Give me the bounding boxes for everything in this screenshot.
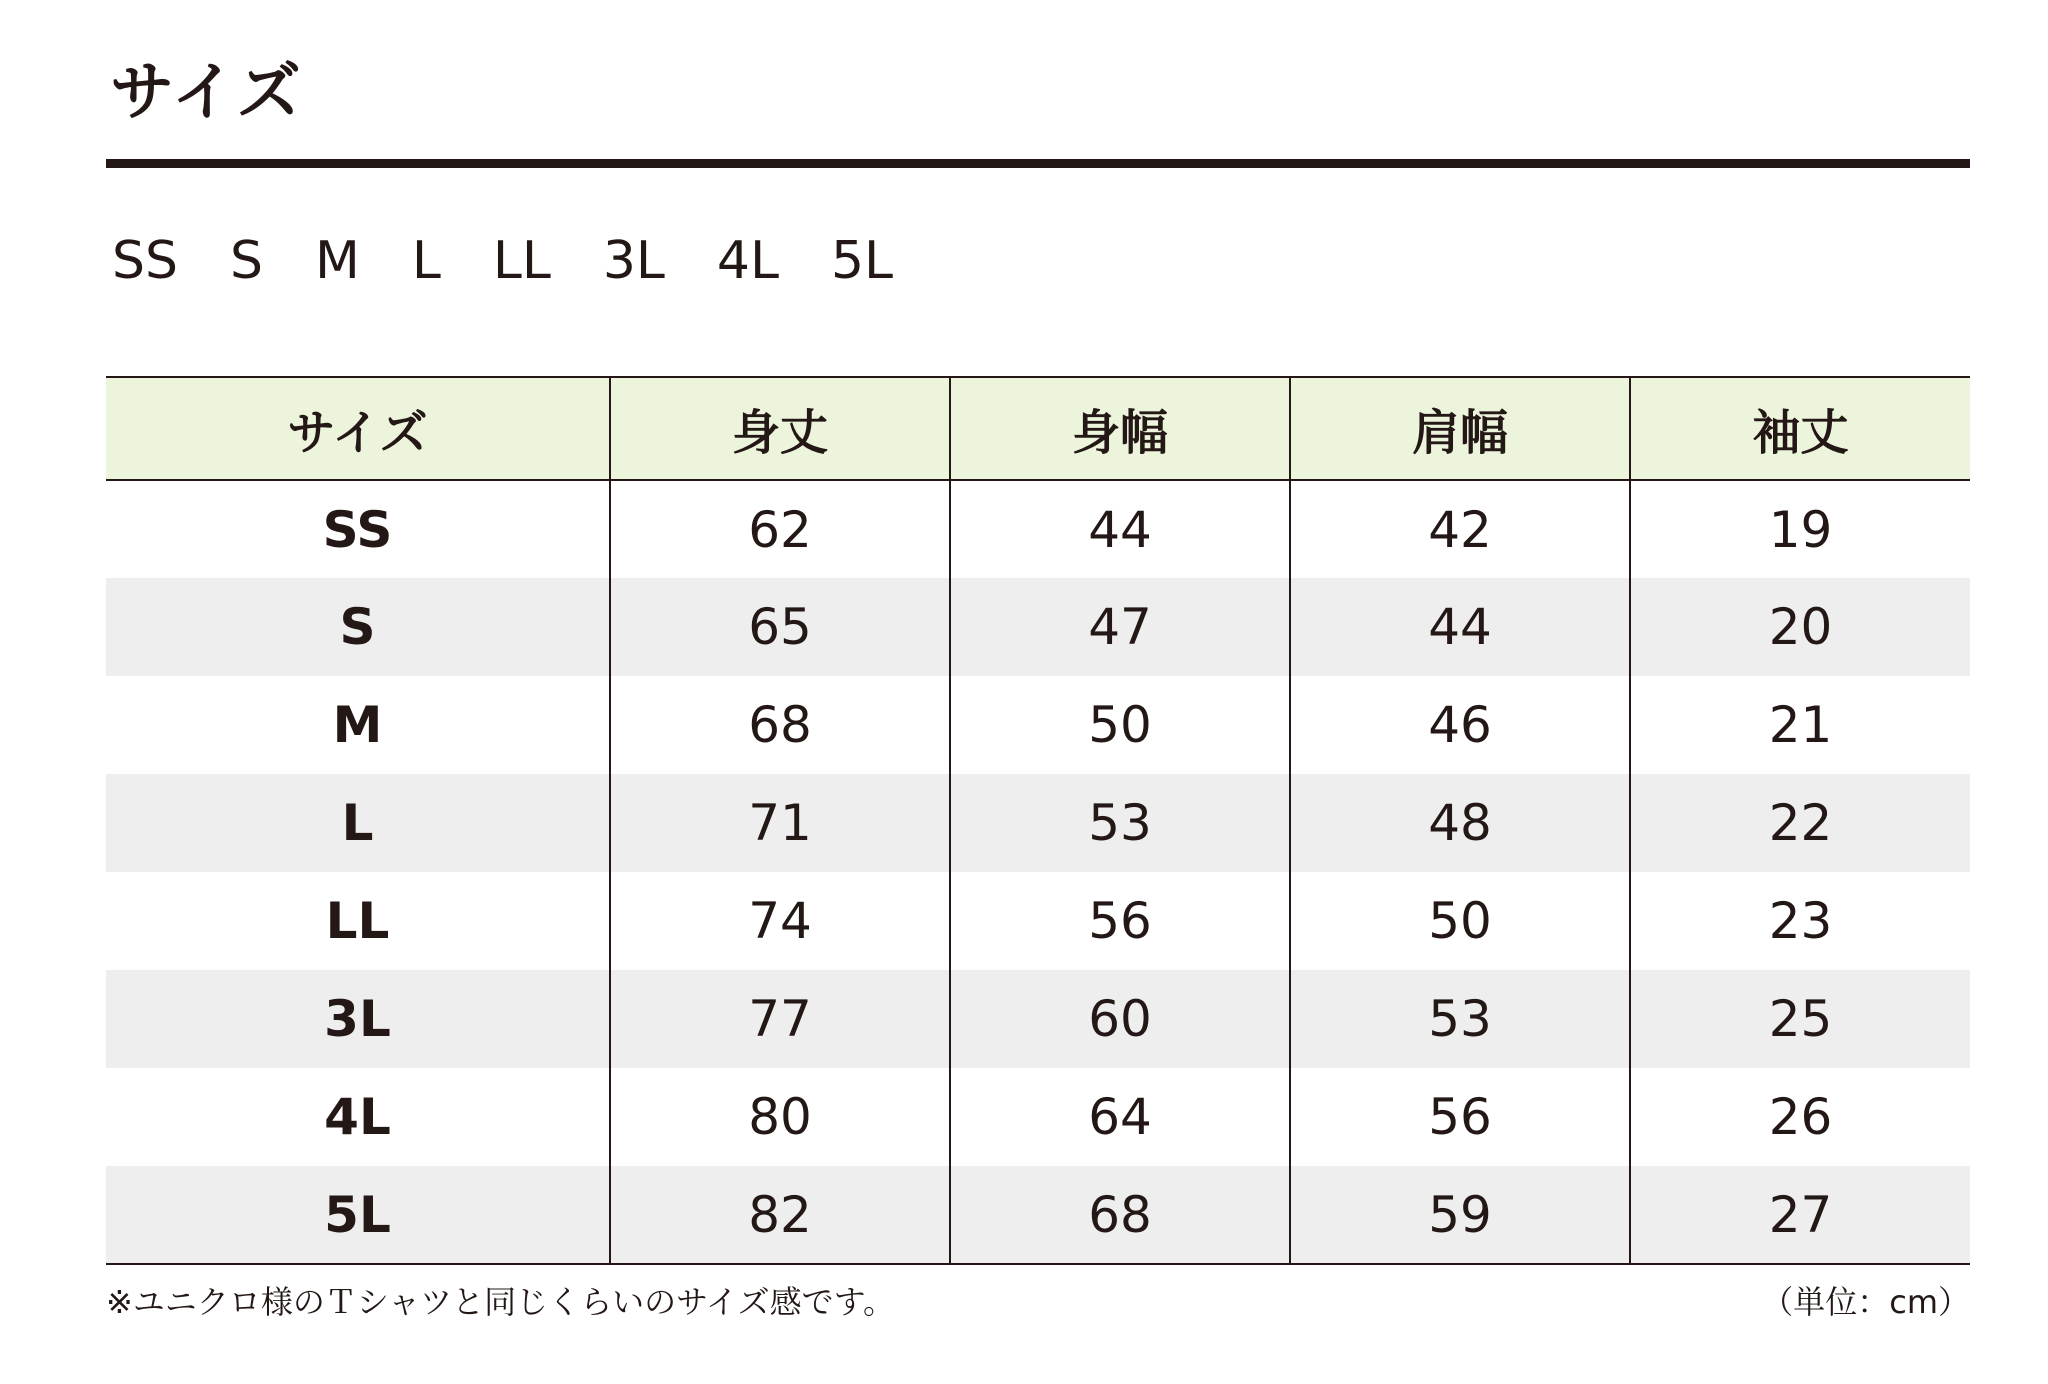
body-width-cell: 68 <box>950 1166 1290 1264</box>
sleeve-length-cell: 22 <box>1630 774 1970 872</box>
sleeve-length-cell: 19 <box>1630 480 1970 578</box>
sleeve-length-cell: 20 <box>1630 578 1970 676</box>
shoulder-width-cell: 46 <box>1290 676 1630 774</box>
sleeve-length-cell: 21 <box>1630 676 1970 774</box>
size-table <box>106 376 1970 1265</box>
size-list <box>112 226 945 296</box>
table-header <box>106 377 1970 480</box>
body-length-cell: 65 <box>610 578 950 676</box>
sleeve-length-cell: 23 <box>1630 872 1970 970</box>
header-shoulder-width: 肩幅 <box>1290 377 1630 480</box>
header-size: サイズ <box>106 377 610 480</box>
body-length-cell: 71 <box>610 774 950 872</box>
sleeve-length-cell: 25 <box>1630 970 1970 1068</box>
header-body-width: 身幅 <box>950 377 1290 480</box>
shoulder-width-cell: 44 <box>1290 578 1630 676</box>
shoulder-width-cell: 48 <box>1290 774 1630 872</box>
size-list-item: L <box>411 231 441 291</box>
sleeve-length-cell: 26 <box>1630 1068 1970 1166</box>
header-body-length: 身丈 <box>610 377 950 480</box>
page-title: サイズ <box>110 56 303 130</box>
shoulder-width-cell: 59 <box>1290 1166 1630 1264</box>
body-width-cell: 53 <box>950 774 1290 872</box>
body-length-cell: 80 <box>610 1068 950 1166</box>
table-row <box>106 970 1970 1068</box>
body-width-cell: 44 <box>950 480 1290 578</box>
table-row <box>106 1166 1970 1264</box>
size-cell: L <box>341 794 374 852</box>
table-row <box>106 1068 1970 1166</box>
body-length-cell: 62 <box>610 480 950 578</box>
body-length-cell: 77 <box>610 970 950 1068</box>
size-list-item: S <box>230 231 264 291</box>
body-width-cell: 50 <box>950 676 1290 774</box>
body-length-cell: 68 <box>610 676 950 774</box>
size-cell: LL <box>325 892 390 950</box>
size-cell: 4L <box>324 1088 391 1146</box>
header-row <box>106 377 1970 480</box>
title-rule <box>106 159 1970 168</box>
body-width-cell: 47 <box>950 578 1290 676</box>
table-row <box>106 872 1970 970</box>
body-length-cell: 82 <box>610 1166 950 1264</box>
size-list-item: 4L <box>716 231 779 291</box>
size-cell: S <box>339 598 376 656</box>
body-width-cell: 60 <box>950 970 1290 1068</box>
size-cell: M <box>332 696 383 754</box>
shoulder-width-cell: 42 <box>1290 480 1630 578</box>
header-sleeve-length: 袖丈 <box>1630 377 1970 480</box>
table-body <box>106 480 1970 1264</box>
table-row <box>106 774 1970 872</box>
unit-note: （単位：cm） <box>1761 1283 1970 1321</box>
size-list-item: LL <box>492 231 551 291</box>
table-row <box>106 676 1970 774</box>
sleeve-length-cell: 27 <box>1630 1166 1970 1264</box>
table-row <box>106 578 1970 676</box>
shoulder-width-cell: 53 <box>1290 970 1630 1068</box>
size-list-item: M <box>315 231 360 291</box>
table-row <box>106 480 1970 578</box>
size-cell: 5L <box>106 1166 610 1264</box>
size-cell: SS <box>322 500 393 559</box>
size-list-item: 5L <box>830 231 894 291</box>
shoulder-width-cell: 50 <box>1290 872 1630 970</box>
body-length-cell: 74 <box>610 872 950 970</box>
body-width-cell: 56 <box>950 872 1290 970</box>
shoulder-width-cell: 56 <box>1290 1068 1630 1166</box>
size-cell: 3L <box>324 990 391 1048</box>
size-list-item: SS <box>112 231 179 291</box>
size-list-item: 3L <box>602 231 665 291</box>
footnote: ※ユニクロ様のＴシャツと同じくらいのサイズ感です。 <box>106 1283 896 1321</box>
body-width-cell: 64 <box>950 1068 1290 1166</box>
